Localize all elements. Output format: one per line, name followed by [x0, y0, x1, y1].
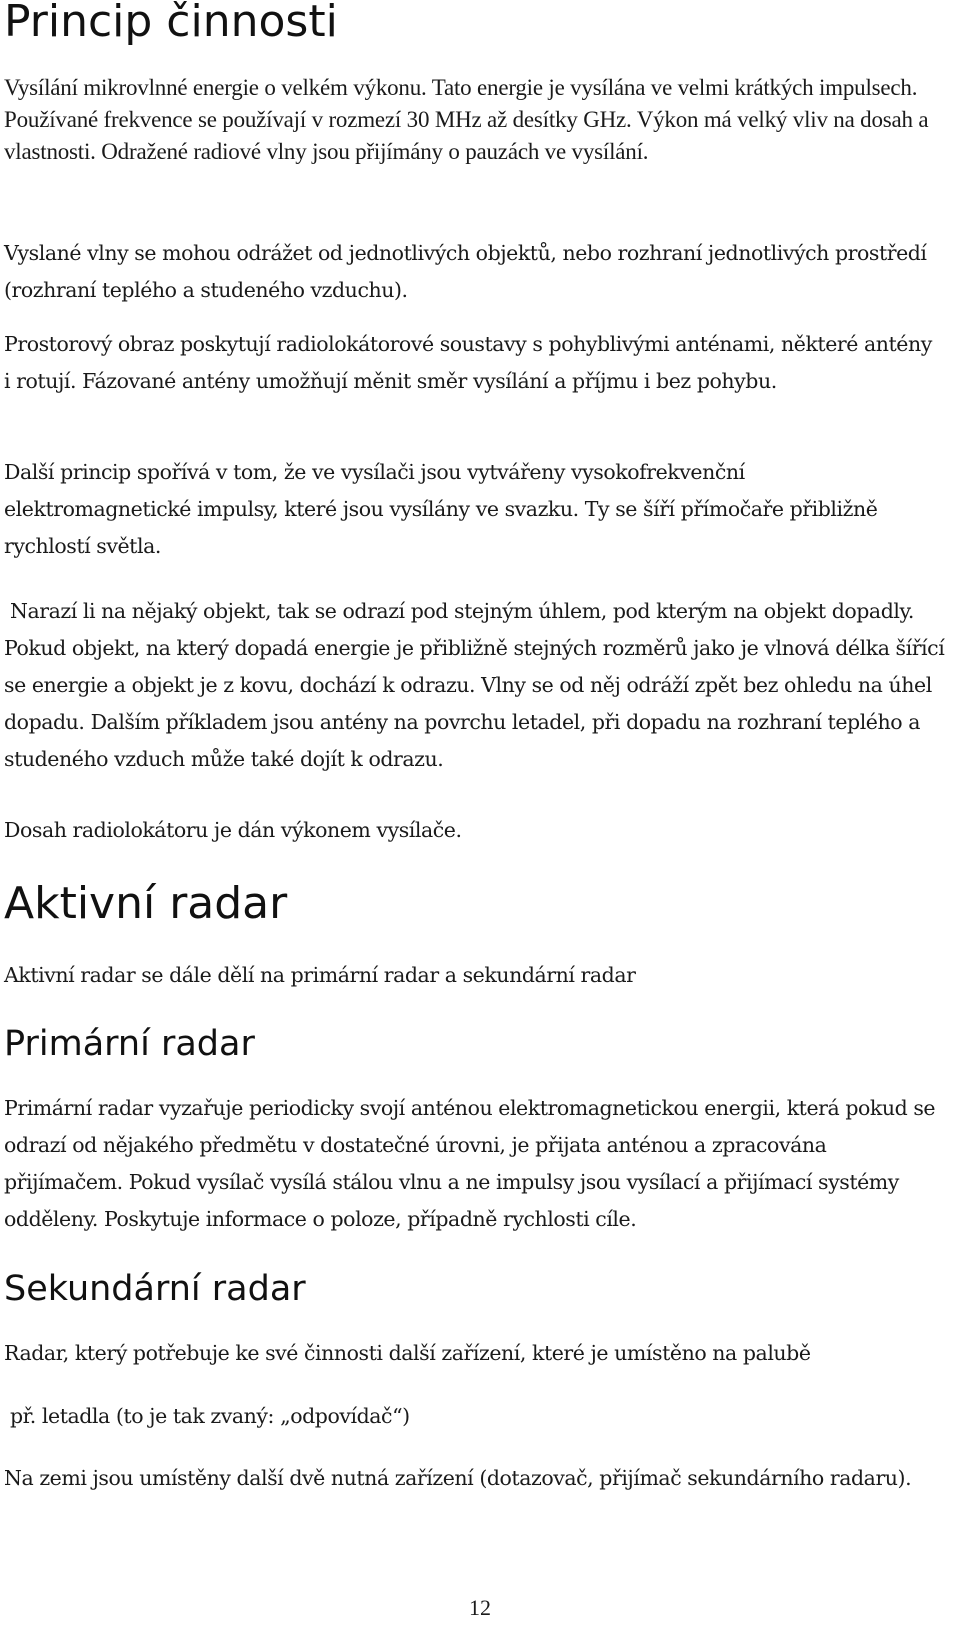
paragraph-secondary-1: Radar, který potřebuje ke své činnosti další zařízení, které je umístěno na palubě [4, 1341, 811, 1365]
heading-aktivni-radar: Aktivní radar [4, 878, 288, 929]
paragraph-principle-3: Prostorový obraz poskytují radiolokátorové soustavy s pohyblivými anténami, některé antény i rotují. Fázované antény umožňují měnit směr vysílání a příjmu i bez pohybu. [4, 332, 932, 393]
heading-primarni-radar: Primární radar [4, 1024, 255, 1064]
heading-sekundarni-radar: Sekundární radar [4, 1269, 306, 1309]
heading-princip-cinnosti: Princip činnosti [4, 0, 338, 47]
paragraph-principle-1: Vysílání mikrovlnné energie o velkém výkonu. Tato energie je vysílána ve velmi krátkých impulsech. Používané frekvence se používají v rozmezí 30 MHz až desítky GHz. Výkon má velký vliv na dosah a vlastnosti. Odražené radiové vlny jsou přijímány o pauzách ve vysílání. [4, 75, 929, 164]
paragraph-active-radar: Aktivní radar se dále dělí na primární radar a sekundární radar [4, 963, 636, 987]
paragraph-principle-5: Narazí li na nějaký objekt, tak se odrazí pod stejným úhlem, pod kterým na objekt dopadly. Pokud objekt, na který dopadá energie je přibližně stejných rozměrů jako je vlnová délka šířící se energie a objekt je z kovu, dochází k odrazu. Vlny se od něj odráží zpět bez ohledu na úhel dopadu. Dalším příkladem jsou antény na povrchu letadel, při dopadu na rozhraní teplého a studeného vzduch může také dojít k odrazu. [4, 599, 945, 771]
paragraph-primary-radar: Primární radar vyzařuje periodicky svojí anténou elektromagnetickou energii, která pokud se odrazí od nějakého předmětu v dostatečné úrovni, je přijata anténou a zpracována přijímačem. Pokud vysílač vysílá stálou vlnu a ne impulsy jsou vysílací a přijímací systémy odděleny. Poskytuje informace o poloze, případně rychlosti cíle. [4, 1096, 936, 1231]
paragraph-secondary-3: Na zemi jsou umístěny další dvě nutná zařízení (dotazovač, přijímač sekundárního radaru). [4, 1466, 912, 1490]
paragraph-principle-6: Dosah radiolokátoru je dán výkonem vysílače. [4, 818, 462, 842]
paragraph-principle-2: Vyslané vlny se mohou odrážet od jednotlivých objektů, nebo rozhraní jednotlivých prostředí (rozhraní teplého a studeného vzduchu). [4, 241, 927, 302]
paragraph-secondary-2: př. letadla (to je tak zvaný: „odpovídač“) [10, 1404, 410, 1428]
page-number: 12 [469, 1595, 491, 1620]
paragraph-principle-4: Další princip spořívá v tom, že ve vysílači jsou vytvářeny vysokofrekvenční elektromagnetické impulsy, které jsou vysílány ve svazku. Ty se šíří přímočaře přibližně rychlostí světla. [4, 460, 878, 558]
